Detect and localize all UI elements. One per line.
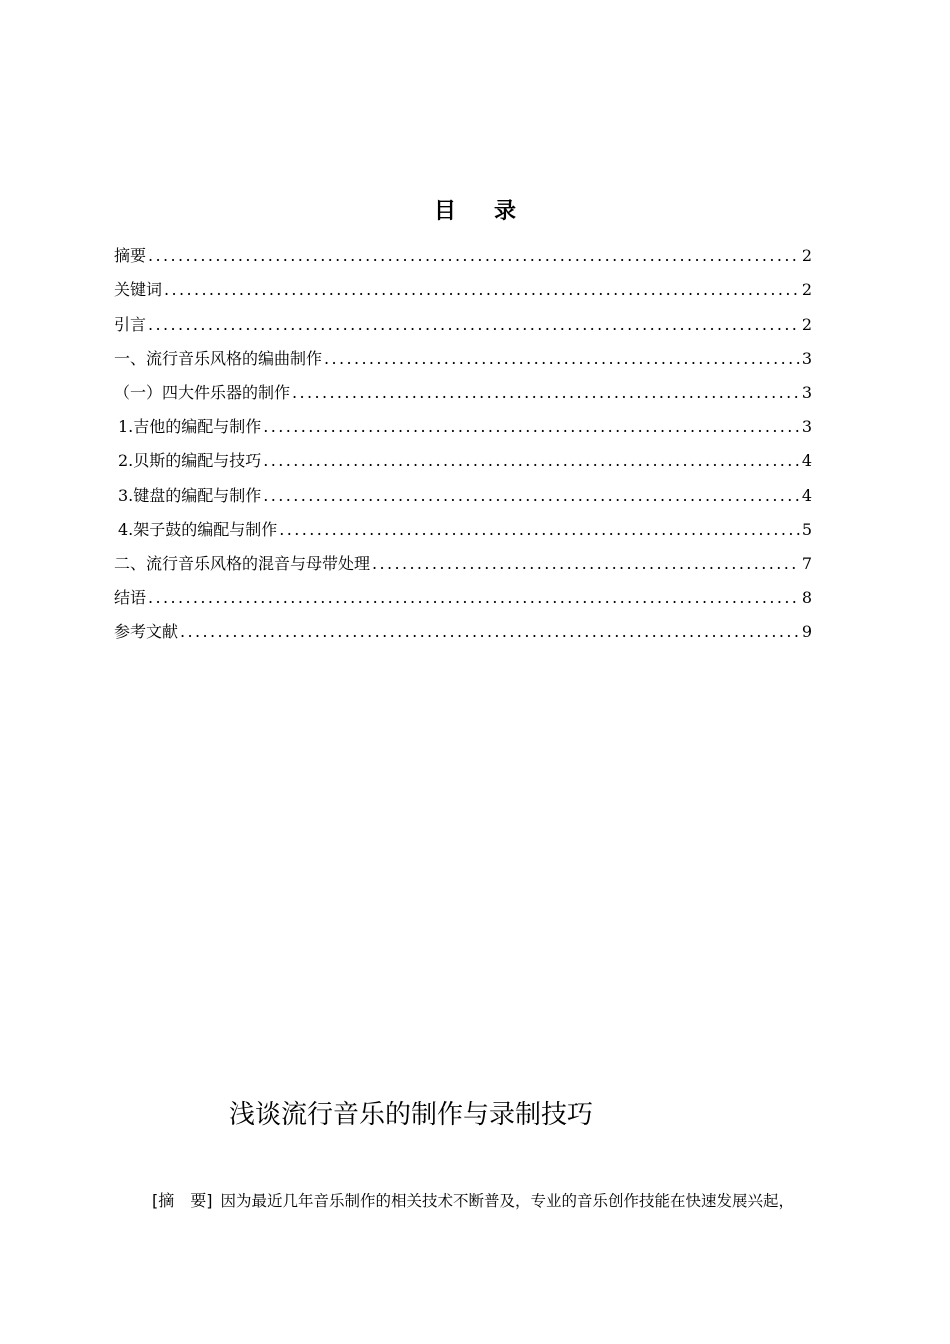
toc-entry-label: 4.架子鼓的编配与制作 (118, 519, 278, 539)
toc-entry-page: 3 (801, 382, 812, 402)
toc-entry-label: 引言 (114, 314, 147, 334)
toc-heading: 目录 (433, 199, 554, 224)
toc-entry-page: 2 (801, 314, 812, 334)
toc-entry-abstract[interactable] (114, 232, 812, 266)
toc-leader-dots (263, 417, 800, 437)
toc-entry-page: 9 (801, 622, 812, 642)
toc-entry-label: 关键词 (114, 280, 163, 300)
toc-entry-page: 7 (801, 553, 812, 573)
abstract-text: 因为最近几年音乐制作的相关技术不断普及，专业的音乐创作技能在快速发展兴起， (220, 1192, 795, 1210)
toc-entry-page: 3 (801, 417, 812, 437)
toc-entry-page: 5 (801, 519, 812, 539)
toc-entry-label: 1.吉他的编配与制作 (118, 417, 262, 437)
toc-entry-subsection-1-1[interactable] (114, 369, 812, 403)
toc-leader-dots (292, 383, 800, 403)
toc-entry-keywords[interactable] (114, 266, 812, 300)
toc-entry-label: 二、流行音乐风格的混音与母带处理 (114, 553, 371, 573)
toc-entry-label: 一、流行音乐风格的编曲制作 (114, 348, 323, 368)
toc-entry-conclusion[interactable] (114, 574, 812, 608)
toc-entry-page: 3 (801, 348, 812, 368)
toc-leader-dots (148, 246, 800, 266)
toc-leader-dots (180, 622, 800, 642)
toc-entry-label: 3.键盘的编配与制作 (118, 485, 262, 505)
toc-leader-dots (148, 588, 800, 608)
document-title: 浅谈流行音乐的制作与录制技巧 (229, 1100, 594, 1130)
toc-entry-page: 4 (801, 451, 812, 471)
toc-entry-section-2[interactable] (114, 540, 812, 574)
toc-entry-label: （一）四大件乐器的制作 (114, 382, 291, 402)
toc-leader-dots (263, 451, 800, 471)
toc-entry-page: 2 (801, 246, 812, 266)
toc-entry-item-drums[interactable] (114, 506, 812, 540)
toc-entry-page: 8 (801, 588, 812, 608)
toc-entry-section-1[interactable] (114, 335, 812, 369)
abstract-paragraph (152, 1188, 794, 1211)
toc-entry-label: 摘要 (114, 246, 147, 266)
abstract-tag: [摘 要] (152, 1191, 213, 1210)
toc-entry-page: 4 (801, 485, 812, 505)
toc-entry-page: 2 (801, 280, 812, 300)
toc-entry-label: 结语 (114, 588, 147, 608)
toc-leader-dots (263, 486, 800, 506)
toc-leader-dots (324, 349, 800, 369)
toc-leader-dots (164, 280, 800, 300)
toc-entry-label: 2.贝斯的编配与技巧 (118, 451, 262, 471)
toc-leader-dots (279, 520, 800, 540)
toc-entry-references[interactable] (114, 608, 812, 642)
toc-leader-dots (148, 315, 800, 335)
toc-entry-item-guitar[interactable] (114, 403, 812, 437)
toc-entry-introduction[interactable] (114, 300, 812, 334)
table-of-contents (114, 232, 812, 642)
toc-entry-item-keyboard[interactable] (114, 471, 812, 505)
toc-entry-item-bass[interactable] (114, 437, 812, 471)
toc-leader-dots (372, 554, 800, 574)
toc-entry-label: 参考文献 (114, 622, 179, 642)
